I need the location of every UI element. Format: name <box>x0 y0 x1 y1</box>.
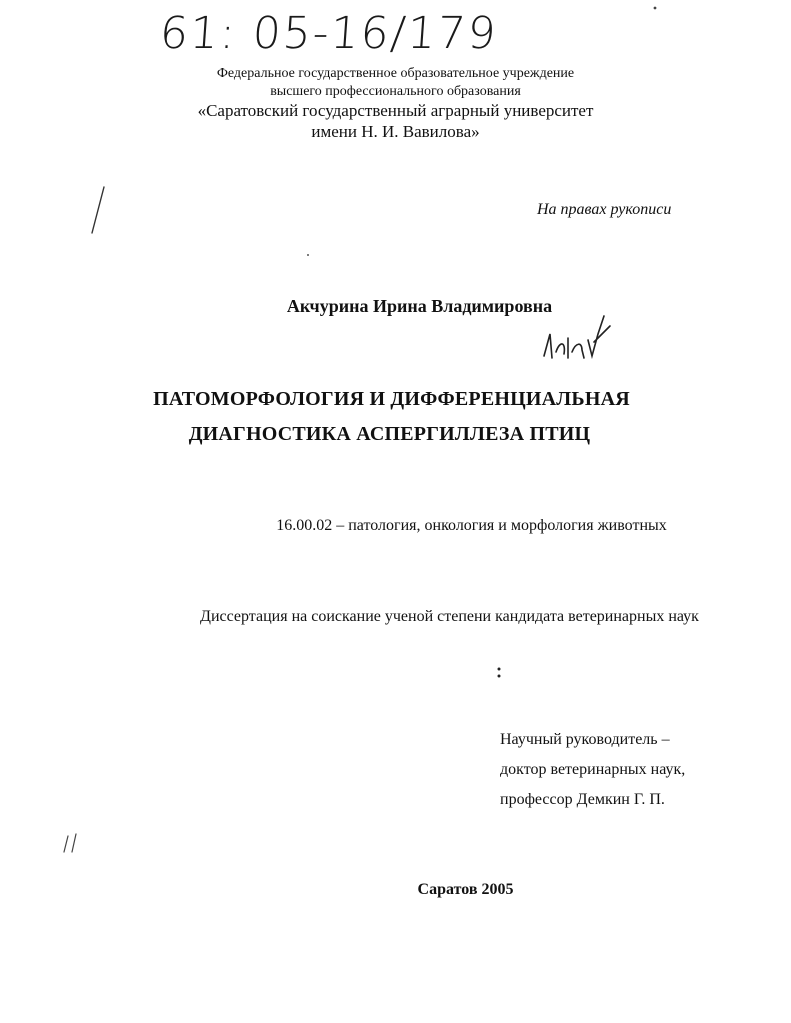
author-name: Акчурина Ирина Владимировна <box>286 296 553 316</box>
city-year: Саратов 2005 <box>417 881 514 898</box>
institution-line-3: «Саратовский государственный аграрный университет <box>197 101 594 120</box>
thesis-title-line-1: ПАТОМОРФОЛОГИЯ И ДИФФЕРЕНЦИАЛЬНАЯ <box>153 388 630 410</box>
pen-stroke-mark <box>88 185 108 237</box>
institution-line-4: имени Н. И. Вавилова» <box>311 122 480 141</box>
pen-stroke-mark-small <box>60 832 82 856</box>
signature-scribble <box>538 312 618 368</box>
supervisor-line-1: Научный руководитель – <box>500 731 670 748</box>
supervisor-line-2: доктор ветеринарных наук, <box>500 761 686 778</box>
handwritten-archive-code: 61: 05-16/179 <box>158 8 500 59</box>
corner-speck <box>652 5 658 11</box>
manuscript-rights-note: На правах рукописи <box>537 201 672 218</box>
institution-line-2: высшего профессионального образования <box>270 84 521 99</box>
dust-speck <box>306 253 310 257</box>
supervisor-line-3: профессор Демкин Г. П. <box>500 791 665 808</box>
institution-line-1: Федеральное государственное образовательное учреждение <box>216 66 575 81</box>
semicolon-speck <box>495 666 503 680</box>
degree-statement: Диссертация на соискание ученой степени кандидата ветеринарных наук <box>200 608 699 625</box>
specialty-code: 16.00.02 – патология, онкология и морфология животных <box>276 517 667 534</box>
thesis-title-line-2: ДИАГНОСТИКА АСПЕРГИЛЛЕЗА ПТИЦ <box>188 423 591 445</box>
